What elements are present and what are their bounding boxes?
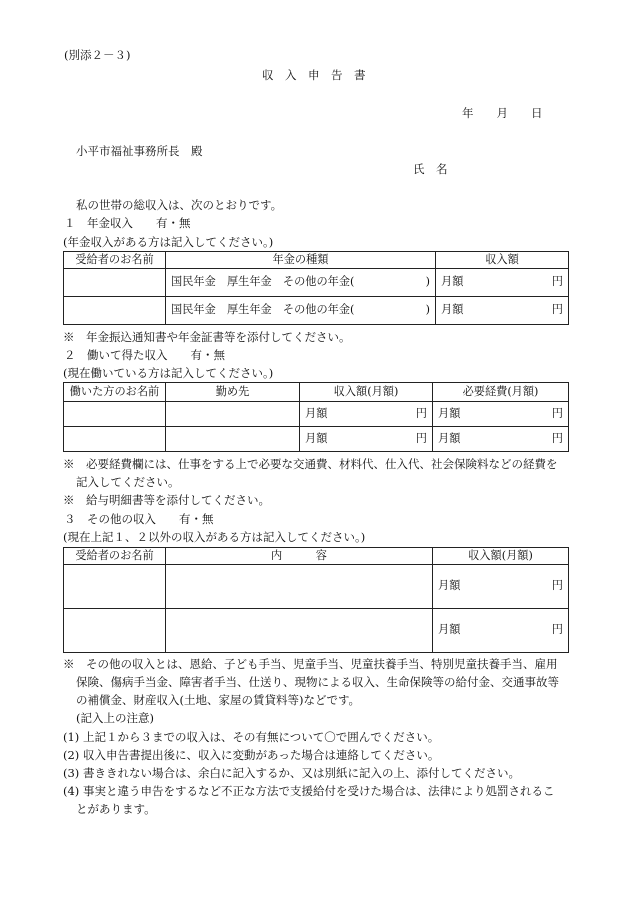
col-expenses-monthly: 必要経費(月額): [433, 383, 569, 402]
paren-close: ): [425, 303, 430, 317]
yen-label: 円: [415, 406, 427, 420]
monthly-label: 月額: [438, 406, 461, 420]
content-cell[interactable]: [166, 565, 433, 609]
section2-note1: ※ 必要経費欄には、仕事をする上で必要な交通費、材料代、仕入代、社会保険料などの経費を: [63, 457, 558, 471]
yen-label: 円: [551, 303, 563, 317]
monthly-label: 月額: [305, 431, 328, 445]
pension-type-label: 国民年金 厚生年金 その他の年金(: [171, 303, 355, 317]
expenses-cell[interactable]: [433, 427, 569, 452]
section3-instruction: (現在上記１、２以外の収入がある方は記入してください。): [63, 530, 366, 544]
recipient-name-cell[interactable]: [64, 609, 166, 653]
section3-note-line3: の補償金、財産収入(土地、家屋の賃貸料等)などです。: [76, 693, 361, 707]
section2-instruction: (現在働いている方は記入してください。): [63, 366, 274, 380]
worker-name-cell[interactable]: [64, 427, 166, 452]
monthly-label: 月額: [438, 579, 461, 593]
table-row: [64, 297, 569, 325]
section1-instruction: (年金収入がある方は記入してください。): [63, 235, 274, 249]
other-income-table: [63, 547, 569, 653]
income-amount-cell[interactable]: [436, 297, 569, 325]
yen-label: 円: [551, 431, 563, 445]
income-cell[interactable]: [433, 565, 569, 609]
yen-label: 円: [551, 406, 563, 420]
section1-note: ※ 年金振込通知書や年金証書等を添付してください。: [63, 330, 351, 344]
addressee: 小平市福祉事務所長 殿: [76, 144, 203, 158]
pension-type-cell[interactable]: [166, 297, 436, 325]
recipient-name-cell[interactable]: [64, 297, 166, 325]
note-item-4: (4) 事実と違う申告をするなど不正な方法で支援給付を受けた場合は、法律により処罰されるこ: [63, 784, 555, 798]
name-label: 氏 名: [413, 162, 448, 176]
notes-heading: (記入上の注意): [76, 711, 154, 725]
paren-close: ): [425, 275, 430, 289]
table-row: [64, 269, 569, 297]
monthly-label: 月額: [305, 406, 328, 420]
expenses-cell[interactable]: [433, 402, 569, 427]
section2-note2: ※ 給与明細書等を添付してください。: [63, 493, 270, 507]
monthly-label: 月額: [441, 303, 464, 317]
col-worker-name: 働いた方のお名前: [64, 383, 166, 402]
col-recipient-name: 受給者のお名前: [64, 252, 166, 269]
recipient-name-cell[interactable]: [64, 269, 166, 297]
col-pension-type: 年金の種類: [166, 252, 436, 269]
intro-text: 私の世帯の総収入は、次のとおりです。: [76, 198, 283, 212]
table-row: [64, 565, 569, 609]
date-field: 年 月 日: [462, 106, 543, 120]
col-content: 内 容: [166, 548, 433, 565]
monthly-label: 月額: [438, 623, 461, 637]
employer-cell[interactable]: [166, 427, 300, 452]
section2-heading: ２ 働いて得た収入 有・無: [64, 348, 225, 362]
income-cell[interactable]: [300, 402, 433, 427]
section2-note1-cont: 記入してください。: [76, 475, 180, 489]
employer-cell[interactable]: [166, 402, 300, 427]
yen-label: 円: [551, 623, 563, 637]
form-title: 収 入 申 告 書: [262, 68, 366, 82]
yen-label: 円: [551, 579, 563, 593]
col-recipient-name: 受給者のお名前: [64, 548, 166, 565]
pension-table: [63, 251, 569, 325]
section3-note-line2: 保険、傷病手当金、障害者手当、仕送り、現物による収入、生命保険等の給付金、交通事故等: [76, 675, 559, 689]
section3-heading: ３ その他の収入 有・無: [64, 512, 214, 526]
col-employer: 勤め先: [166, 383, 300, 402]
monthly-label: 月額: [438, 431, 461, 445]
table-row: [64, 402, 569, 427]
table-row: [64, 427, 569, 452]
income-cell[interactable]: [300, 427, 433, 452]
employment-table: [63, 382, 569, 452]
pension-type-label: 国民年金 厚生年金 その他の年金(: [171, 275, 355, 289]
note-item-3: (3) 書ききれない場合は、余白に記入するか、又は別紙に記入の上、添付してください。: [63, 766, 520, 780]
yen-label: 円: [551, 275, 563, 289]
income-cell[interactable]: [433, 609, 569, 653]
col-income-monthly: 収入額(月額): [300, 383, 433, 402]
attachment-label: (別添２－３): [64, 48, 131, 62]
note-item-1: (1) 上記１から３までの収入は、その有無について〇で囲んでください。: [63, 730, 440, 744]
section1-heading: １ 年金収入 有・無: [64, 216, 191, 230]
table-row: [64, 609, 569, 653]
col-income-monthly: 収入額(月額): [433, 548, 569, 565]
section3-note-line1: ※ その他の収入とは、恩給、子ども手当、児童手当、児童扶養手当、特別児童扶養手当、雇用: [63, 657, 558, 671]
worker-name-cell[interactable]: [64, 402, 166, 427]
monthly-label: 月額: [441, 275, 464, 289]
col-income-amount: 収入額: [436, 252, 569, 269]
income-amount-cell[interactable]: [436, 269, 569, 297]
pension-type-cell[interactable]: [166, 269, 436, 297]
note-item-2: (2) 収入申告書提出後に、収入に変動があった場合は連絡してください。: [63, 748, 440, 762]
note-item-4-cont: とがあります。: [76, 802, 156, 816]
yen-label: 円: [415, 431, 427, 445]
content-cell[interactable]: [166, 609, 433, 653]
recipient-name-cell[interactable]: [64, 565, 166, 609]
